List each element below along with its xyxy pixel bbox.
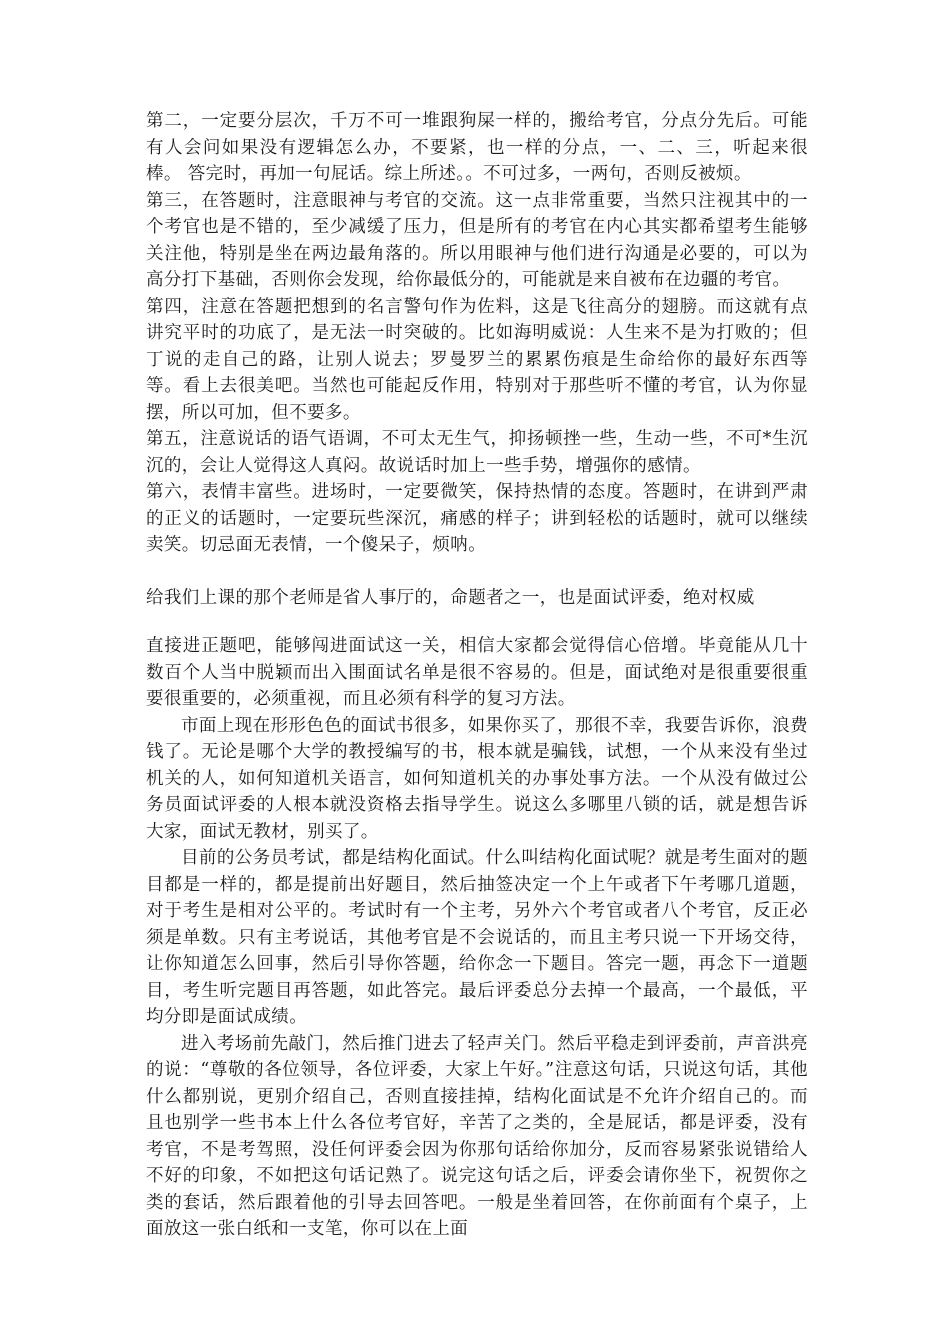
paragraph-spacer: [146, 559, 808, 585]
paragraph-point-five: 第五，注意说话的语气语调，不可太无生气，抑扬顿挫一些，生动一些，不可*生沉沉的，会让人觉得这人真闷。故说话时加上一些手势，增强你的感情。: [146, 429, 808, 476]
paragraph-point-two: 第二，一定要分层次，千万不可一堆跟狗屎一样的，搬给考官，分点分先后。可能有人会问如果没有逻辑怎么办，不要紧，也一样的分点，一、二、三，听起来很棒。 答完时，再加一句屁话。综上所述。。不可过多，一两句，否则反被烦。: [146, 111, 808, 184]
paragraph-point-six: 第六，表情丰富些。进场时，一定要微笑，保持热情的态度。答题时，在讲到严肃的正义的话题时，一定要玩些深沉，痛感的样子；讲到轻松的话题时，就可以继续卖笑。切忌面无表情，一个傻呆子，烦呐。: [146, 482, 808, 555]
paragraph-spacer: [146, 611, 808, 633]
paragraph-intro: 直接进正题吧，能够闯进面试这一关，相信大家都会觉得信心倍增。毕竟能从几十数百个人当中脱颖而出入围面试名单是很不容易的。但是，面试绝对是很重要很重要很重要的，必须重视，而且必须有科学的复习方法。: [146, 636, 808, 709]
document-page: [146, 108, 808, 1243]
paragraph-teacher-note: 给我们上课的那个老师是省人事厅的，命题者之一，也是面试评委，绝对权威: [146, 587, 755, 608]
paragraph-point-three: 第三，在答题时，注意眼神与考官的交流。这一点非常重要，当然只注视其中的一个考官也是不错的，至少减缓了压力，但是所有的考官在内心其实都希望考生能够关注他，特别是坐在两边最角落的。所以用眼神与他们进行沟通是必要的，可以为高分打下基础，否则你会发现，给你最低分的，可能就是来自被布在边疆的考官。: [146, 190, 808, 290]
paragraph-books: 市面上现在形形色色的面试书很多，如果你买了，那很不幸，我要告诉你，浪费钱了。无论是哪个大学的教授编写的书，根本就是骗钱，试想，一个从来没有坐过机关的人，如何知道机关语言，如何知道机关的办事处事方法。一个从没有做过公务员面试评委的人根本就没资格去指导学生。说这么多哪里八锁的话，就是想告诉大家，面试无教材，别买了。: [146, 715, 808, 842]
paragraph-point-four: 第四，注意在答题把想到的名言警句作为佐料，这是飞往高分的翅膀。而这就有点讲究平时的功底了，是无法一时突破的。比如海明威说：人生来不是为打败的；但丁说的走自己的路，让别人说去；罗曼罗兰的累累伤痕是生命给你的最好东西等等。看上去很美吧。当然也可能起反作用，特别对于那些听不懂的考官，认为你显摆，所以可加，但不要多。: [146, 296, 808, 423]
paragraph-entering-room: 进入考场前先敲门，然后推门进去了轻声关门。然后平稳走到评委前，声音洪亮的说：“尊敬的各位领导，各位评委，大家上午好。”注意这句话，只说这句话，其他什么都别说，更别介绍自己，否则直接挂掉，结构化面试是不允许介绍自己的。而且也别学一些书本上什么各位考官好，辛苦了之类的，全是屁话，都是评委，没有考官，不是考驾照，没任何评委会因为你那句话给你加分，反而容易紧张说错给人不好的印象，不如把这句话记熟了。说完这句话之后，评委会请你坐下，祝贺你之类的套话，然后跟着他的引导去回答吧。一般是坐着回答，在你前面有个桌子，上面放这一张白纸和一支笔，你可以在上面: [146, 1033, 808, 1239]
paragraph-structured-interview: 目前的公务员考试，都是结构化面试。什么叫结构化面试呢？就是考生面对的题目都是一样的，都是提前出好题目，然后抽签决定一个上午或者下午考哪几道题，对于考生是相对公平的。考试时有一个主考，另外六个考官或者八个考官，反正必须是单数。只有主考说话，其他考官是不会说话的，而且主考只说一下开场交待，让你知道怎么回事，然后引导你答题，给你念一下题目。答完一题，再念下一道题目，考生听完题目再答题，如此答完。最后评委总分去掉一个最高，一个最低，平均分即是面试成绩。: [146, 848, 808, 1027]
